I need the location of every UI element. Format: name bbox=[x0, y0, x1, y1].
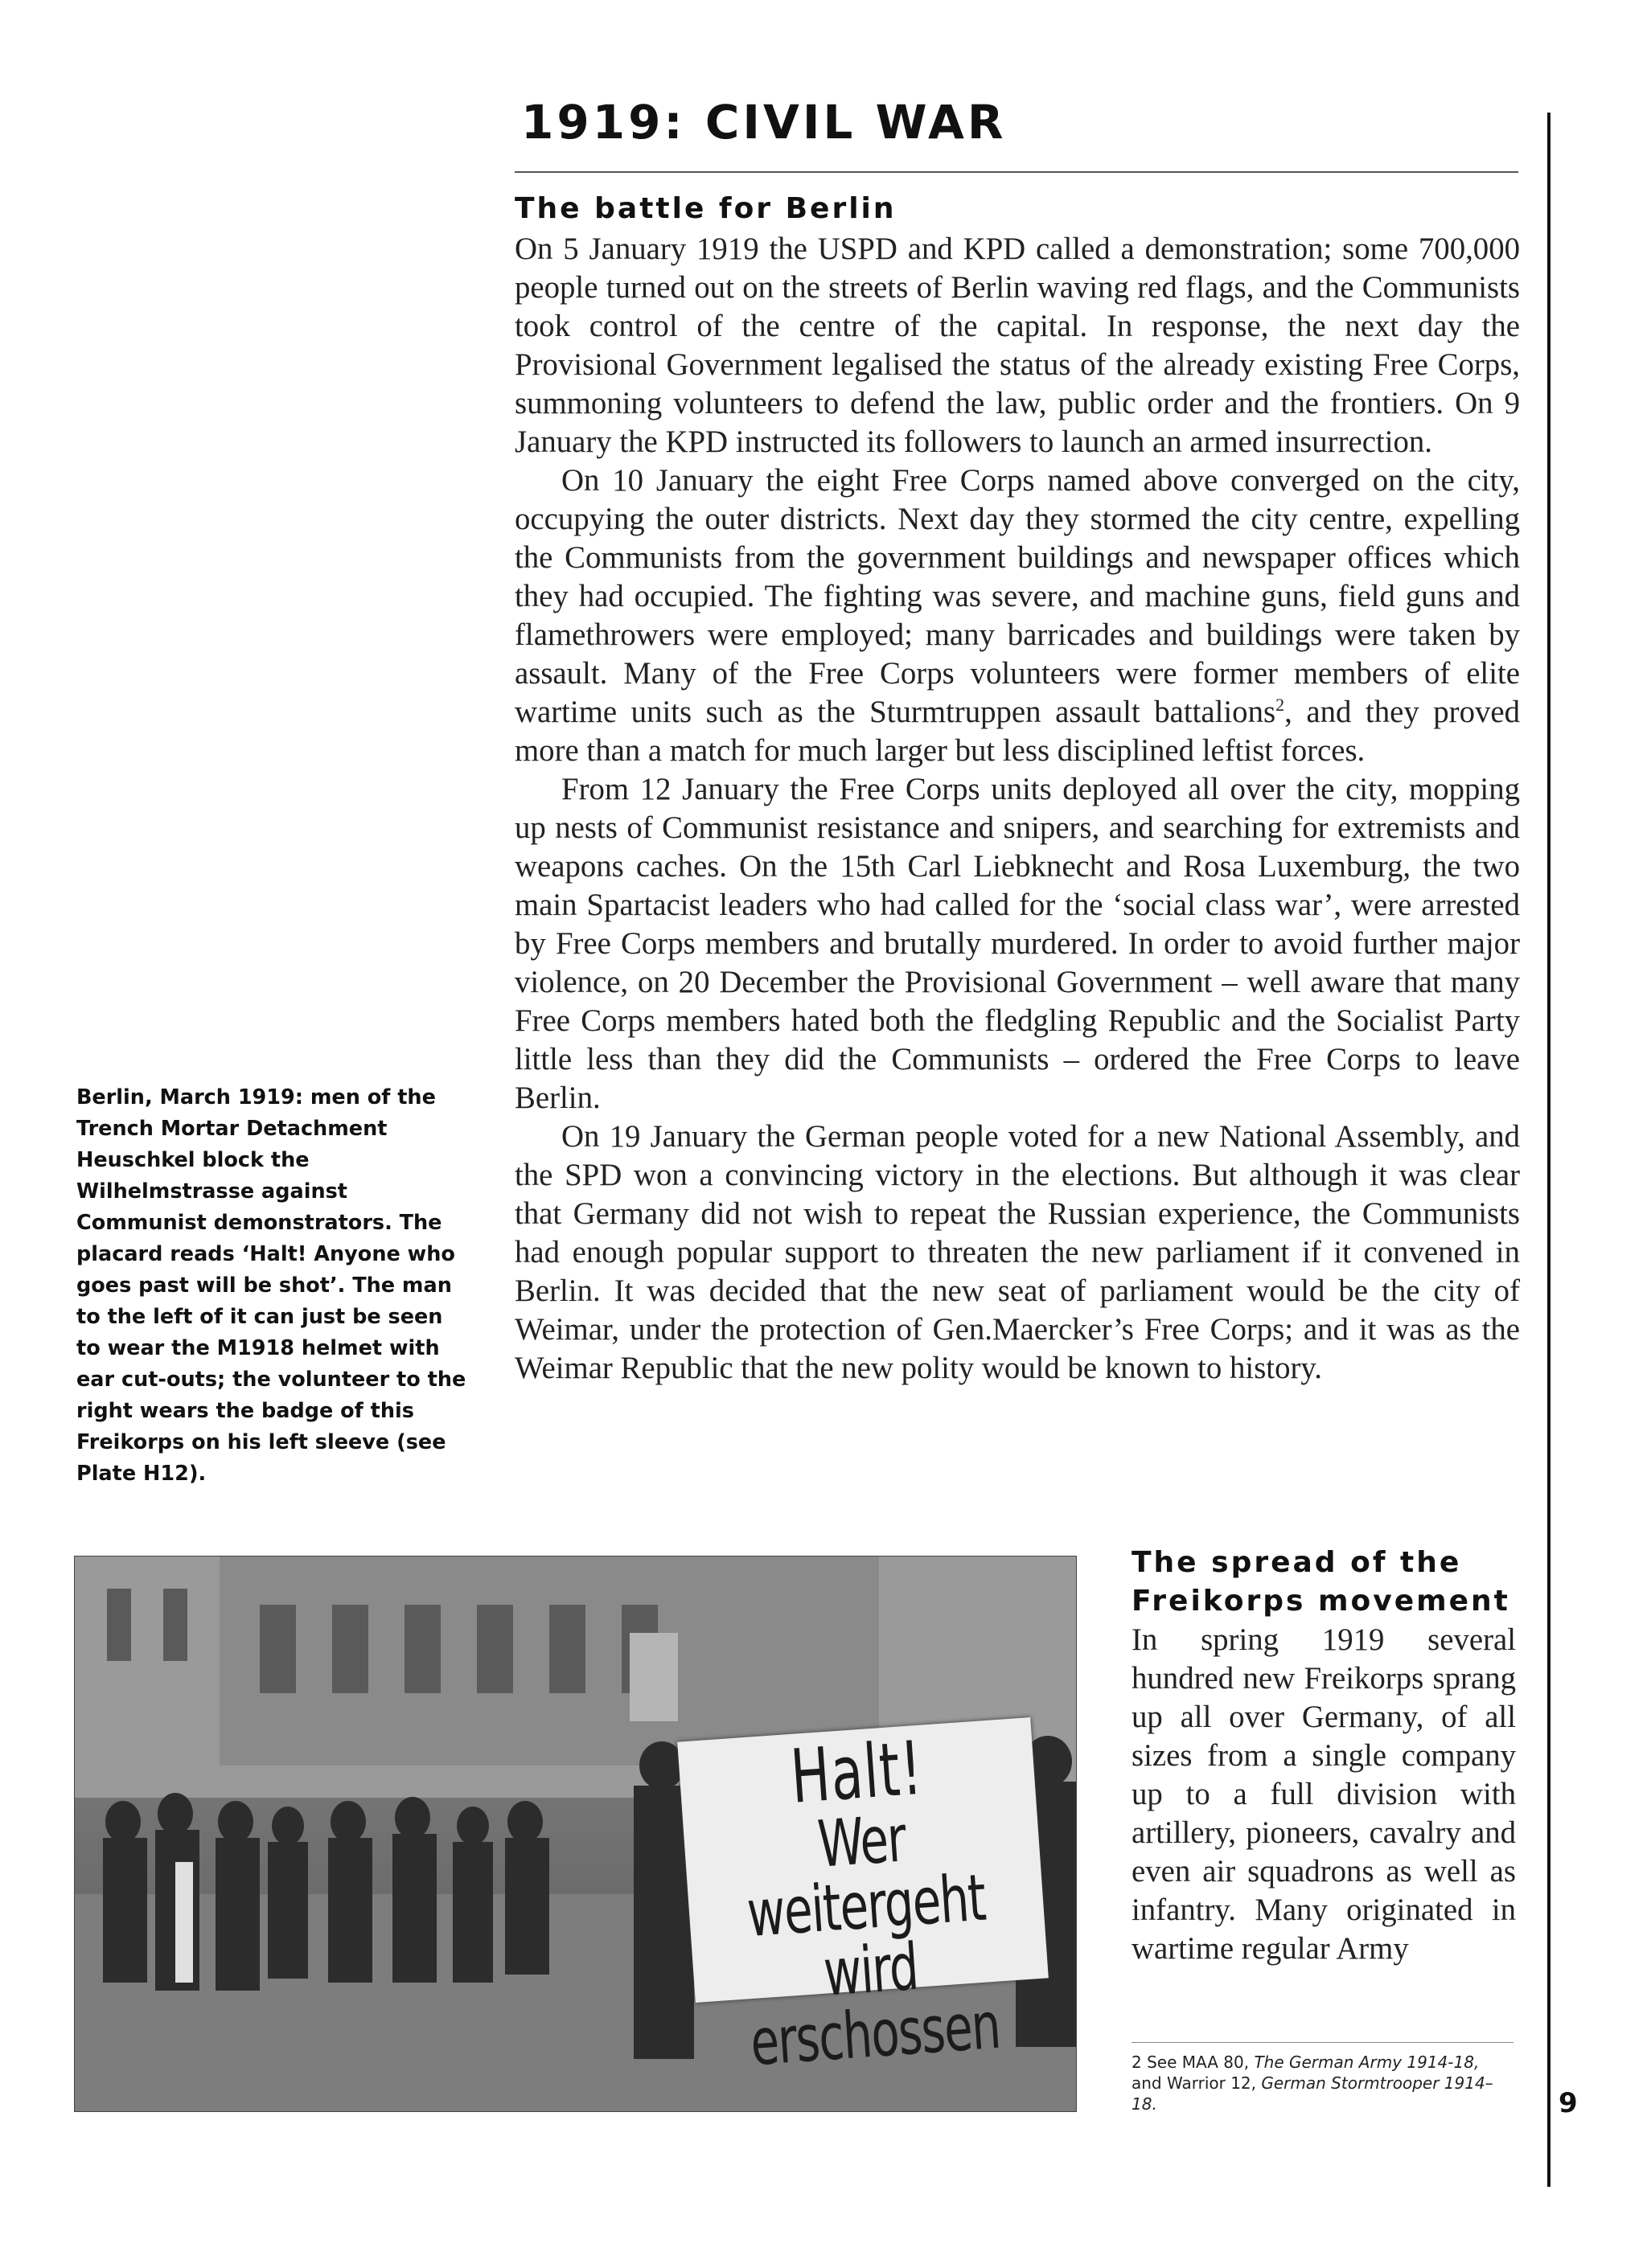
photo-caption: Berlin, March 1919: men of the Trench Mortar Detachment Heuschkel block the Wilhelmstrasse against Communist demonstrators. The placard reads ‘Halt! Anyone who goes past will be shot’. The man to the left of it can just be seen to wear the M1918 helmet with ear cut-outs; the volunteer to the right wears the badge of this Freikorps on his left sleeve (see Plate H12). bbox=[76, 1085, 466, 1486]
paragraph-3: From 12 January the Free Corps units deployed all over the city, mopping up nests of Communist resistance and snipers, and searching for extremists and weapons caches. On the 15th Carl Liebknecht and Rosa Luxemburg, the two main Spartacist leaders who had called for the ‘social class war’, were arrested by Free Corps members and brutally murdered. In order to avoid further major violence, on 20 December the Provisional Government – well aware that many Free Corps members hated both the fledgling Republic and the Socialist Party little less than they did the Communists – ordered the Free Corps to leave Berlin. bbox=[515, 772, 1520, 1115]
page-title: 1919: CIVIL WAR bbox=[521, 95, 1007, 150]
photo-berlin-1919 bbox=[74, 1556, 1077, 2112]
footnote-middle: and Warrior 12, bbox=[1132, 2073, 1262, 2093]
placard-line-1: Halt! bbox=[787, 1725, 926, 1820]
footnote bbox=[1132, 2052, 1514, 2114]
paragraph-1: On 5 January 1919 the USPD and KPD called a demonstration; some 700,000 people turned out on the streets of Berlin waving red flags, and the Communists took control of the centre of the capital. In response, the next day the Provisional Government legalised the status of the already existing Free Corps, summoning volunteers to defend the law, public order and the frontiers. On 9 January the KPD instructed its followers to launch an armed insurrection. bbox=[515, 232, 1520, 459]
section-heading-battle-for-berlin: The battle for Berlin bbox=[515, 192, 897, 225]
section-heading-spread-of-freikorps: The spread of the Freikorps movement bbox=[1132, 1546, 1510, 1618]
title-rule bbox=[515, 171, 1518, 173]
footnote-title-2: German Stormtrooper 1914–18. bbox=[1132, 2073, 1493, 2114]
footnote-reference[interactable]: 2 bbox=[1275, 695, 1285, 716]
paragraph-2-text: On 10 January the eight Free Corps named above converged on the city, occupying the outer districts. Next day they stormed the city centre, expelling the Communists from the government buildings and newspaper offices which they had occupied. The fighting was severe, and machine guns, field guns and flamethrowers were employed; many barricades and buildings were taken by assault. Many of the Free Corps volunteers were former members of elite wartime units such as the Sturmtruppen assault battalions bbox=[515, 463, 1520, 729]
placard-line-3: wird erschossen bbox=[748, 1929, 1003, 2081]
paragraph-spread-1: In spring 1919 several hundred new Freikorps sprang up all over Germany, of all sizes from a single company up to a full division with artillery, pioneers, cavalry and even air squadrons as well as infantry. Many originated in wartime regular Army bbox=[1132, 1622, 1516, 1966]
placard bbox=[677, 1717, 1049, 2081]
paragraph-4: On 19 January the German people voted for a new National Assembly, and the SPD won a convincing victory in the elections. But although it was clear that Germany did not wish to repeat the Russian experience, the Communists had enough popular support to threaten the new parliament if it convened in Berlin. It was decided that the new seat of parliament would be the city of Weimar, under the protection of Gen.Maercker’s Free Corps; and it was as the Weimar Republic that the new polity would be known to history. bbox=[515, 1119, 1520, 1385]
paragraph-2 bbox=[515, 461, 1520, 770]
footnote-rule bbox=[1132, 2042, 1514, 2043]
main-text-column bbox=[515, 230, 1520, 1388]
paragraph-2-text-end: , and they proved more than a match for much larger but less disciplined leftist forces. bbox=[515, 695, 1521, 768]
footnote-title-1: The German Army 1914-18, bbox=[1254, 2053, 1480, 2072]
right-text-column bbox=[1132, 1621, 1516, 1968]
page-number: 9 bbox=[1559, 2087, 1578, 2119]
side-margin-rule bbox=[1547, 113, 1550, 2187]
footnote-prefix: 2 See MAA 80, bbox=[1132, 2053, 1255, 2072]
placard-line-2: Wer weitergeht bbox=[745, 1801, 988, 1952]
